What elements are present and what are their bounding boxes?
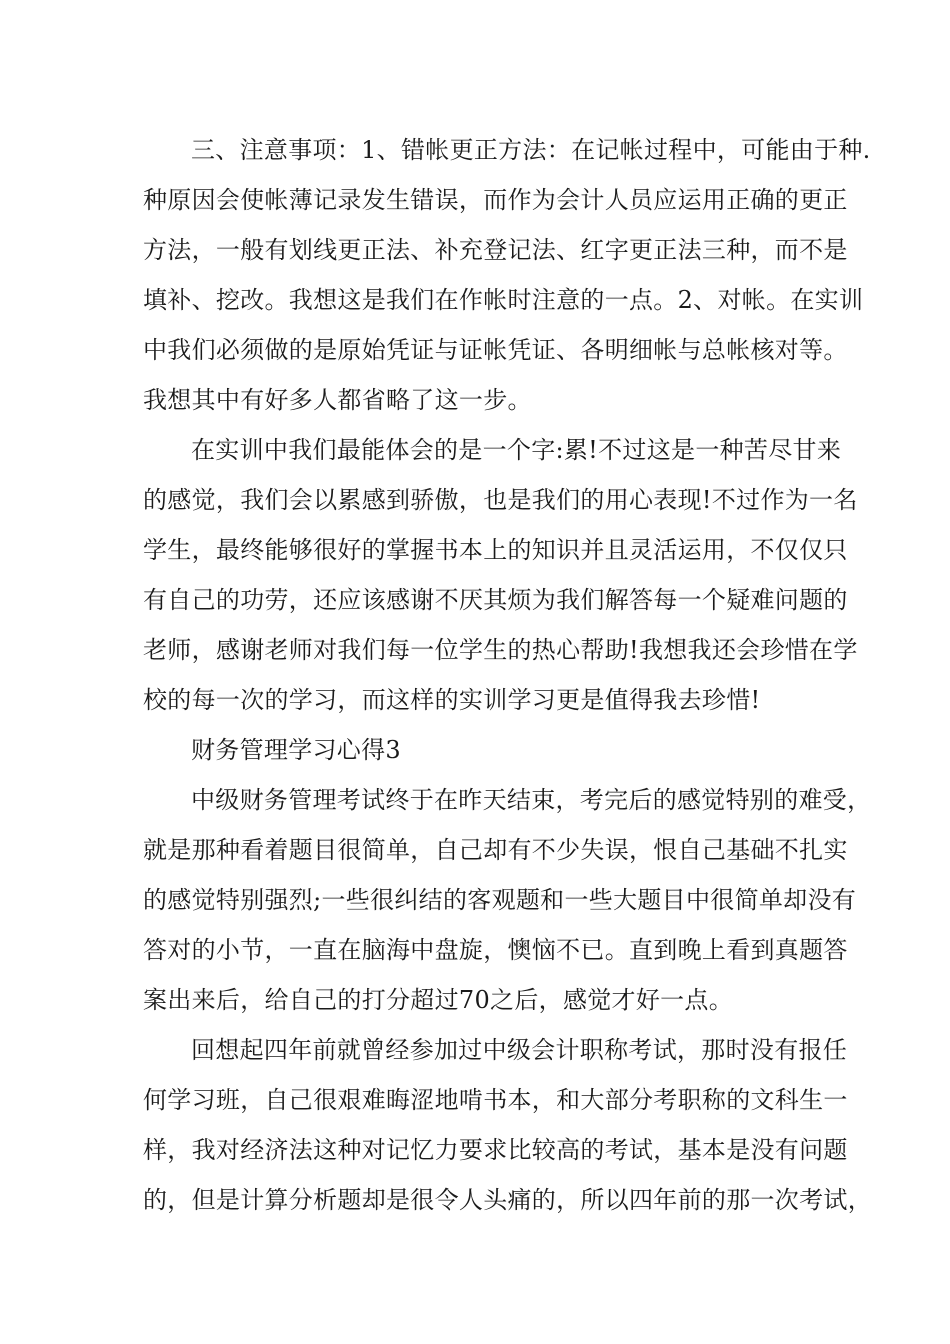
text-line: 的感觉特别强烈;一些很纠结的客观题和一些大题目中很简单却没有 <box>143 886 857 914</box>
text-line: 何学习班，自己很艰难晦涩地啃书本，和大部分考职称的文科生一 <box>143 1086 848 1114</box>
text-line: 答对的小节，一直在脑海中盘旋，懊恼不已。直到晚上看到真题答 <box>143 936 848 964</box>
text-line: 中我们必须做的是原始凭证与证帐凭证、各明细帐与总帐核对等。 <box>143 336 848 364</box>
text-line: 校的每一次的学习，而这样的实训学习更是值得我去珍惜! <box>143 686 761 714</box>
text-line: 三、注意事项：1、错帐更正方法：在记帐过程中，可能由于种. <box>191 136 871 164</box>
text-line: 样，我对经济法这种对记忆力要求比较高的考试，基本是没有问题 <box>143 1136 848 1164</box>
text-line: 回想起四年前就曾经参加过中级会计职称考试，那时没有报任 <box>191 1036 848 1064</box>
text-line: 案出来后，给自己的打分超过70之后，感觉才好一点。 <box>143 986 734 1014</box>
text-line: 种原因会使帐薄记录发生错误，而作为会计人员应运用正确的更正 <box>143 186 848 214</box>
text-line: 填补、挖改。我想这是我们在作帐时注意的一点。2、对帐。在实训 <box>143 286 864 314</box>
text-line: 我想其中有好多人都省略了这一步。 <box>143 386 532 414</box>
text-line: 的，但是计算分析题却是很令人头痛的，所以四年前的那一次考试， <box>143 1186 872 1214</box>
text-line: 中级财务管理考试终于在昨天结束，考完后的感觉特别的难受， <box>191 786 872 814</box>
text-line: 学生，最终能够很好的掌握书本上的知识并且灵活运用，不仅仅只 <box>143 536 848 564</box>
text-line: 有自己的功劳，还应该感谢不厌其烦为我们解答每一个疑难问题的 <box>143 586 848 614</box>
text-line: 就是那种看着题目很简单，自己却有不少失误，恨自己基础不扎实 <box>143 836 848 864</box>
text-line: 在实训中我们最能体会的是一个字:累!不过这是一种苦尽甘来 <box>191 436 842 464</box>
text-line: 的感觉，我们会以累感到骄傲，也是我们的用心表现!不过作为一名 <box>143 486 858 514</box>
section-heading: 财务管理学习心得3 <box>191 736 401 764</box>
text-line: 方法，一般有划线更正法、补充登记法、红字更正法三种，而不是 <box>143 236 848 264</box>
text-line: 老师，感谢老师对我们每一位学生的热心帮助!我想我还会珍惜在学 <box>143 636 858 664</box>
